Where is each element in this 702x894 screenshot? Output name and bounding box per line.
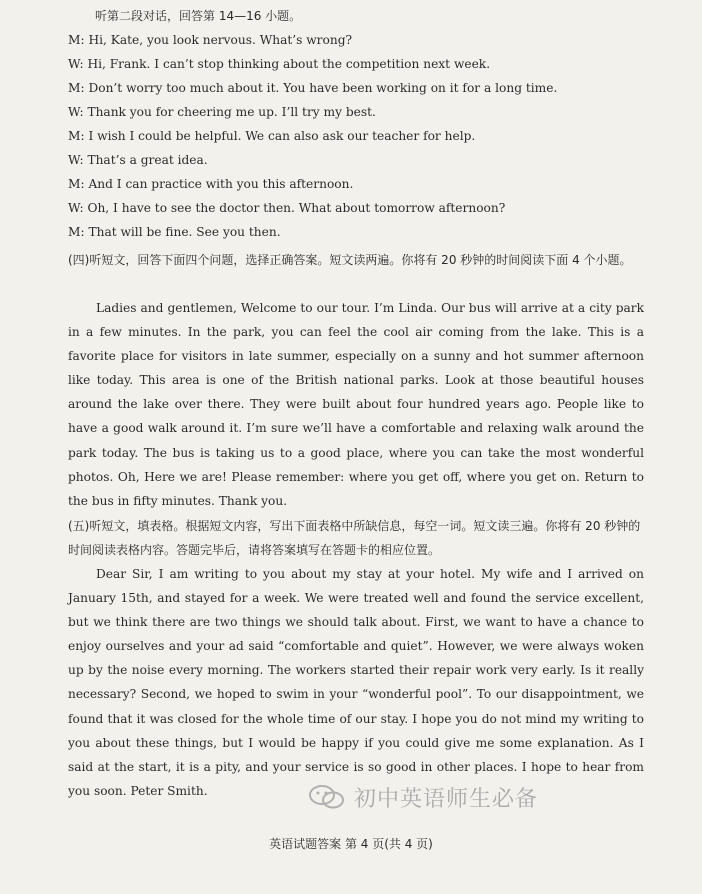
passage-tour-text: Ladies and gentlemen, Welcome to our tour. I’m Linda. Our bus will arrive at a city park in a few minutes. In the park, you can feel the cool air coming from the lake. This is a favorite place for visitors in late summer, especially on a sunny and hot summer afternoon like today. This area is one of the British national parks. Look at those beautiful houses around the lake over there. They were built about four hundred years ago. People like to have a good walk around it. I’m sure we’ll have a comfortable and relaxing walk around the park today. The bus is taking us to a good place, where you can take the most wonderful photos. Oh, Here we are! Please remember: where you get off, where you get on. Return to the bus in fifty minutes. Thank you. — [68, 301, 644, 508]
dialogue-line: W: That’s a great idea. — [68, 153, 208, 167]
section4-heading-text: (四)听短文，回答下面四个问题，选择正确答案。短文读两遍。你将有 20 秒钟的时间阅读下面 4 个小题。 — [68, 253, 632, 267]
dialogue-line: M: I wish I could be helpful. We can also ask our teacher for help. — [68, 129, 476, 143]
dialogue-line: M: Hi, Kate, you look nervous. What’s wrong? — [68, 33, 353, 47]
dialogue-line: M: That will be fine. See you then. — [68, 225, 281, 239]
dialogue-line: W: Oh, I have to see the doctor then. What about tomorrow afternoon? — [68, 201, 506, 215]
passage-tour — [68, 296, 644, 513]
wechat-icon — [308, 784, 346, 810]
section4-heading — [68, 248, 644, 272]
dialogue-line: M: Don’t worry too much about it. You have been working on it for a long time. — [68, 81, 558, 95]
section2-heading: 听第二段对话，回答第 14—16 小题。 — [95, 9, 302, 23]
page-footer: 英语试题答案 第 4 页(共 4 页) — [269, 837, 433, 851]
watermark-text: 初中英语师生必备 — [354, 786, 539, 812]
passage-letter — [68, 562, 644, 803]
dialogue-line: W: Hi, Frank. I can’t stop thinking about the competition next week. — [68, 57, 491, 71]
dialogue-line: M: And I can practice with you this afternoon. — [68, 177, 354, 191]
section5-heading-text: (五)听短文，填表格。根据短文内容，写出下面表格中所缺信息，每空一词。短文读三遍。你将有 20 秒钟的时间阅读表格内容。答题完毕后，请将答案填写在答题卡的相应位置。 — [68, 519, 641, 557]
section5-heading — [68, 514, 644, 562]
watermark — [308, 782, 538, 812]
passage-letter-text: Dear Sir, I am writing to you about my stay at your hotel. My wife and I arrived on January 15th, and stayed for a week. We were treated well and found the service excellent, but we think there are two things we should talk about. First, we want to have a chance to enjoy ourselves and your ad said “comfortable and quiet”. However, we were always woken up by the noise every morning. The workers started their repair work very early. Is it really necessary? Second, we hoped to swim in your “wonderful pool”. To our disappointment, we found that it was closed for the whole time of our stay. I hope you do not mind my writing to you about these things, but I would be happy if you could give me some explanation. As I said at the start, it is a pity, and your service is so good in other places. I hope to hear from you soon. Peter Smith. — [68, 567, 644, 798]
dialogue-line: W: Thank you for cheering me up. I’ll try my best. — [68, 105, 376, 119]
